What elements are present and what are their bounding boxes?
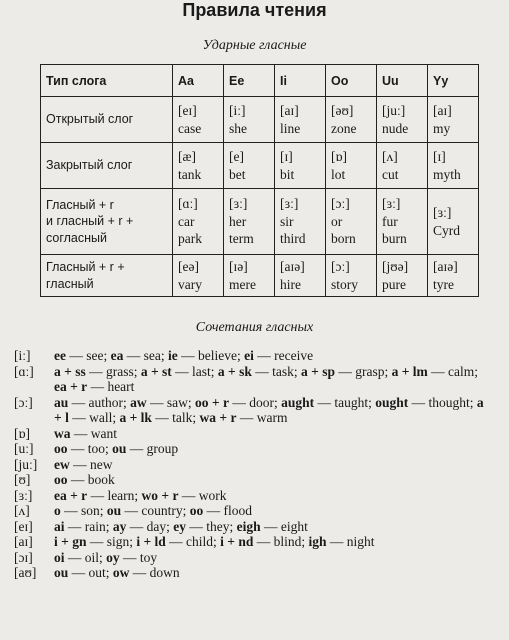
column-header: Yy — [428, 65, 479, 97]
table-row — [41, 97, 479, 143]
letter-combination: ou — [112, 441, 127, 456]
syllable-type-label: согласный — [46, 230, 107, 245]
example-word: zone — [331, 120, 357, 136]
example-text: — night — [326, 534, 375, 549]
example-text: — grass; — [85, 363, 141, 379]
example-text: — calm; — [427, 363, 479, 379]
syllable-type-cell — [41, 189, 173, 255]
column-header: Aa — [173, 65, 224, 97]
combination-row — [14, 519, 494, 535]
transcription: [aɪ] — [280, 102, 299, 118]
example-word: bet — [229, 166, 246, 182]
stressed-vowels-title: Ударные гласные — [202, 38, 307, 53]
combination-row — [14, 565, 494, 581]
transcription: [iː] — [229, 102, 246, 118]
transcription: [æ] — [178, 148, 196, 164]
example-word: born — [331, 231, 356, 247]
combination-row — [14, 550, 494, 566]
transcription: [eɪ] — [178, 102, 197, 118]
example-text: — warm — [236, 410, 288, 425]
table-header-row — [41, 65, 479, 97]
letter-combination: au — [54, 394, 69, 410]
transcription: [ʌ] — [14, 503, 30, 518]
letter-combination: ea + r — [54, 487, 88, 503]
combination-row — [14, 534, 494, 550]
example-text: — receive — [253, 348, 314, 363]
example-text: — rain; — [64, 518, 113, 534]
example-word: fur — [382, 213, 398, 229]
vowel-cell — [428, 255, 479, 297]
syllable-type-label: Гласный + r + — [46, 260, 125, 275]
reading-rules-table — [40, 64, 479, 297]
transcription: [juː] — [382, 102, 406, 118]
column-header: Ii — [275, 65, 326, 97]
transcription: [ɔː] — [331, 259, 350, 274]
transcription: [aɪ] — [14, 534, 33, 549]
example-text: — heart — [87, 379, 135, 394]
example-word: tyre — [433, 276, 454, 292]
syllable-type-label: и гласный + r + — [46, 214, 134, 229]
vowel-cell — [275, 143, 326, 189]
example-text: — wall; — [68, 410, 120, 425]
example-text: — son; — [60, 503, 107, 518]
letter-combination: a + sp — [301, 363, 335, 379]
example-word: cut — [382, 166, 399, 182]
example-text: — blind; — [253, 534, 309, 549]
transcription: [juː] — [14, 456, 38, 472]
vowel-cell — [224, 255, 275, 297]
example-text: — oil; — [64, 549, 107, 565]
vowel-combinations-list — [14, 348, 494, 581]
example-text: — saw; — [146, 394, 196, 410]
vowel-cell — [173, 97, 224, 143]
transcription: [jʊə] — [382, 259, 409, 274]
vowel-combinations-title: Сочетания гласных — [195, 320, 314, 335]
vowel-cell — [428, 97, 479, 143]
vowel-cell — [224, 189, 275, 255]
column-header: Ee — [224, 65, 275, 97]
combination-row — [14, 364, 494, 395]
transcription: [aɪə] — [433, 259, 458, 274]
example-word: lot — [331, 166, 346, 182]
example-text: — day; — [126, 518, 174, 534]
example-word: term — [229, 231, 254, 247]
transcription: [ɜː] — [280, 196, 299, 212]
letter-combination: a + l — [54, 394, 484, 425]
example-text: — eight — [260, 518, 308, 534]
combination-rule — [54, 457, 494, 473]
example-text: — talk; — [151, 410, 200, 425]
example-text: — child; — [165, 534, 221, 549]
combination-rule — [54, 565, 494, 581]
letter-combination: eigh — [236, 518, 261, 534]
transcription: [ɔɪ] — [14, 549, 33, 565]
combination-row — [14, 503, 494, 519]
example-word: bit — [280, 166, 295, 182]
transcription: [aɪ] — [433, 102, 452, 118]
combination-rule — [54, 519, 494, 535]
transcription: [ɪ] — [280, 148, 293, 164]
letter-combination: oo — [54, 441, 68, 456]
vowel-cell — [224, 143, 275, 189]
letter-combination: i + gn — [54, 534, 87, 549]
vowel-cell — [326, 189, 377, 255]
example-text: — author; — [68, 394, 131, 410]
transcription: [e] — [229, 148, 244, 164]
example-word: park — [178, 231, 202, 247]
table-row — [41, 143, 479, 189]
letter-combination: ow — [112, 565, 130, 580]
letter-combination: a + lm — [391, 363, 428, 379]
syllable-type-cell — [41, 143, 173, 189]
combination-rule — [54, 395, 494, 426]
vowel-cell — [224, 97, 275, 143]
transcription: [ʊ] — [14, 472, 31, 487]
letter-combination: oo + r — [195, 394, 229, 410]
combination-rule — [54, 550, 494, 566]
letter-combination: a + st — [140, 363, 172, 379]
vowel-cell — [326, 143, 377, 189]
combination-rule — [54, 472, 494, 488]
vowel-cell — [428, 143, 479, 189]
example-word: tank — [178, 166, 202, 182]
letter-combination: aught — [281, 394, 315, 410]
transcription: [əʊ] — [331, 102, 354, 118]
example-word: car — [178, 213, 195, 229]
transcription: [ɔː] — [331, 196, 350, 212]
vowel-cell — [173, 255, 224, 297]
example-text: — toy — [119, 549, 158, 565]
example-word: or — [331, 213, 343, 229]
syllable-type-label: Открытый слог — [46, 112, 134, 127]
transcription: [ɑː] — [14, 363, 34, 379]
syllable-type-cell — [41, 97, 173, 143]
example-text: — group — [126, 441, 179, 456]
letter-combination: wo + r — [141, 487, 179, 503]
letter-combination: ei — [244, 348, 254, 363]
letter-combination: oo — [189, 503, 204, 518]
example-text: — door; — [228, 394, 282, 410]
combination-row — [14, 457, 494, 473]
transcription: [aʊ] — [14, 565, 37, 580]
letter-combination: igh — [308, 534, 327, 549]
letter-combination: ou — [106, 503, 122, 518]
example-text: — see; — [65, 348, 111, 363]
transcription: [iː] — [14, 348, 31, 363]
example-word: myth — [433, 166, 461, 182]
combination-rule — [54, 488, 494, 504]
example-word: case — [178, 120, 202, 136]
example-text: — believe; — [177, 348, 245, 363]
example-word: sir — [280, 213, 294, 229]
letter-combination: oo — [54, 472, 68, 487]
vowel-cell — [377, 97, 428, 143]
transcription: [eɪ] — [14, 518, 33, 534]
letter-combination: i + nd — [220, 534, 254, 549]
vowel-cell — [275, 189, 326, 255]
letter-combination: ought — [375, 394, 409, 410]
example-text: — grasp; — [334, 363, 392, 379]
example-text: — too; — [67, 441, 113, 456]
vowel-cell — [377, 189, 428, 255]
combination-rule — [54, 503, 494, 519]
combination-row — [14, 395, 494, 426]
combination-row — [14, 426, 494, 442]
table-row — [41, 255, 479, 297]
letter-combination: aw — [130, 394, 147, 410]
combination-rule — [54, 364, 494, 395]
example-text: — thought; — [408, 394, 477, 410]
example-word: mere — [229, 276, 256, 292]
example-text: — down — [129, 565, 180, 580]
column-header: Тип слога — [41, 65, 173, 97]
example-text: — sign; — [86, 534, 137, 549]
example-text: — taught; — [314, 394, 376, 410]
example-word: vary — [178, 276, 202, 292]
letter-combination: oi — [54, 549, 65, 565]
combination-row — [14, 488, 494, 504]
vowel-cell — [173, 189, 224, 255]
example-word: my — [433, 120, 451, 136]
letter-combination: ea — [110, 348, 124, 363]
transcription: [ɜː] — [433, 204, 452, 220]
combination-rule — [54, 534, 494, 550]
example-text: — work — [178, 487, 227, 503]
letter-combination: ou — [54, 565, 69, 580]
letter-combination: ie — [167, 348, 178, 363]
transcription: [ɜː] — [14, 487, 33, 503]
letter-combination: ew — [54, 456, 70, 472]
combination-rule — [54, 348, 494, 364]
example-text: — they; — [186, 518, 237, 534]
transcription: [eə] — [178, 259, 199, 274]
example-text: — flood — [203, 503, 253, 518]
syllable-type-label: Закрытый слог — [46, 158, 133, 173]
transcription: [ɜː] — [382, 196, 401, 212]
vowel-cell — [275, 255, 326, 297]
syllable-type-label: Гласный + r — [46, 198, 114, 213]
example-word: line — [280, 120, 301, 136]
vowel-cell — [377, 143, 428, 189]
letter-combination: a + sk — [217, 363, 252, 379]
letter-combination: ea + r — [54, 379, 88, 394]
vowel-cell — [377, 255, 428, 297]
letter-combination: i + ld — [136, 534, 166, 549]
combination-row — [14, 472, 494, 488]
table-row — [41, 189, 479, 255]
vowel-cell — [326, 97, 377, 143]
transcription: [aɪə] — [280, 259, 305, 274]
vowel-cell — [428, 189, 479, 255]
example-text: — country; — [121, 503, 190, 518]
transcription: [ɜː] — [229, 196, 248, 212]
column-header: Uu — [377, 65, 428, 97]
letter-combination: wa — [54, 425, 71, 441]
letter-combination: o — [54, 503, 61, 518]
example-word: third — [280, 231, 306, 247]
example-word: pure — [382, 276, 406, 292]
syllable-type-cell — [41, 255, 173, 297]
page-title: Правила чтения — [182, 0, 327, 20]
syllable-type-label: гласный — [46, 276, 94, 291]
letter-combination: wa + r — [199, 410, 237, 425]
example-text: — book — [67, 472, 115, 487]
example-text: — task; — [251, 363, 301, 379]
transcription: [ɪə] — [229, 259, 248, 274]
transcription: [ɒ] — [14, 425, 31, 441]
example-text: — last; — [171, 363, 218, 379]
letter-combination: ay — [112, 518, 127, 534]
letter-combination: ee — [54, 348, 66, 363]
letter-combination: a + ss — [54, 363, 86, 379]
example-text: — want — [70, 425, 117, 441]
transcription: [uː] — [14, 441, 34, 456]
letter-combination: oy — [106, 549, 120, 565]
example-text: — learn; — [87, 487, 142, 503]
combination-rule — [54, 426, 494, 442]
example-word: her — [229, 213, 247, 229]
example-word: nude — [382, 120, 409, 136]
transcription: [ɔː] — [14, 394, 33, 410]
example-word: burn — [382, 231, 407, 247]
letter-combination: a + lk — [119, 410, 152, 425]
vowel-cell — [326, 255, 377, 297]
vowel-cell — [173, 143, 224, 189]
combination-row — [14, 441, 494, 457]
letter-combination: ey — [173, 518, 187, 534]
transcription: [ɒ] — [331, 148, 348, 164]
combination-rule — [54, 441, 494, 457]
example-text: — sea; — [123, 348, 168, 363]
example-word: hire — [280, 276, 301, 292]
example-word: story — [331, 276, 358, 292]
column-header: Oo — [326, 65, 377, 97]
example-text: — new — [69, 456, 113, 472]
example-text: — out; — [68, 565, 113, 580]
example-word: Cyrd — [433, 222, 460, 238]
transcription: [ɑː] — [178, 196, 198, 212]
combination-row — [14, 348, 494, 364]
letter-combination: ai — [54, 518, 65, 534]
transcription: [ʌ] — [382, 148, 398, 164]
vowel-cell — [275, 97, 326, 143]
transcription: [ɪ] — [433, 148, 446, 164]
example-word: she — [229, 120, 247, 136]
